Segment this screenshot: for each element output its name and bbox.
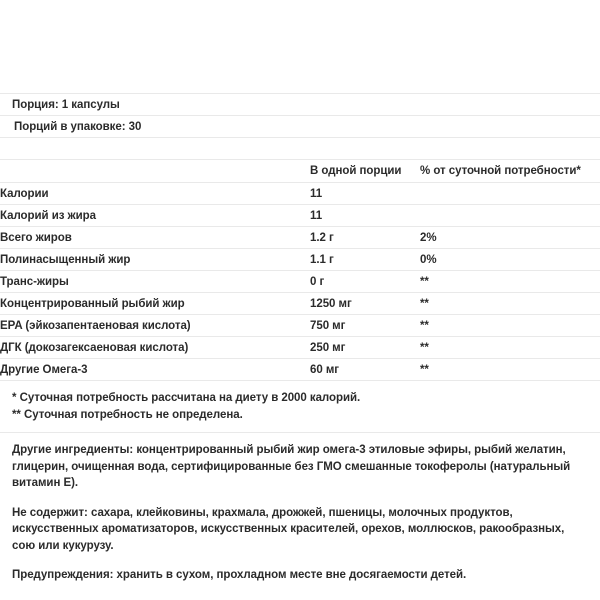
nutrient-dv: ** (420, 359, 600, 381)
nutrient-name: ДГК (докозагексаеновая кислота) (0, 337, 310, 359)
info-paragraphs (0, 432, 600, 584)
nutrient-amount: 0 г (310, 271, 420, 293)
spacer-row (0, 138, 600, 159)
table-row (0, 183, 600, 205)
other-ingredients-text: Другие ингредиенты: концентрированный рыбий жир омега-3 этиловые эфиры, рыбий желатин, глицерин, очищенная вода, сертифицированные без ГМО смешанные токоферолы (натуральный витамин Е). (12, 444, 571, 489)
nutrient-amount: 250 мг (310, 337, 420, 359)
table-header-row (0, 160, 600, 183)
nutrient-dv: ** (420, 315, 600, 337)
nutrition-facts-table (0, 159, 600, 380)
nutrient-name: Калории (0, 183, 310, 205)
nutrient-amount: 1.2 г (310, 227, 420, 249)
footnote-daily-value: * Суточная потребность рассчитана на диету в 2000 калорий. (12, 392, 361, 404)
column-header-amount: В одной порции (310, 160, 420, 183)
nutrient-amount: 750 мг (310, 315, 420, 337)
servings-per-container: Порций в упаковке: 30 (14, 120, 142, 133)
nutrient-name: Калорий из жира (0, 205, 310, 227)
table-row (0, 249, 600, 271)
nutrient-name: Всего жиров (0, 227, 310, 249)
footnotes-block (0, 380, 600, 432)
nutrient-dv: ** (420, 337, 600, 359)
nutrient-dv: ** (420, 293, 600, 315)
table-row (0, 227, 600, 249)
nutrient-amount: 60 мг (310, 359, 420, 381)
table-row (0, 337, 600, 359)
nutrient-dv: ** (420, 271, 600, 293)
column-header-name (0, 160, 310, 183)
nutrient-dv: 0% (420, 249, 600, 271)
serving-size: Порция: 1 капсулы (12, 98, 120, 111)
nutrient-name: Концентрированный рыбий жир (0, 293, 310, 315)
nutrient-name: Транс-жиры (0, 271, 310, 293)
footnote-not-established: ** Суточная потребность не определена. (12, 408, 243, 421)
nutrient-amount: 1.1 г (310, 249, 420, 271)
free-from-text: Не содержит: сахара, клейковины, крахмала, дрожжей, пшеницы, молочных продуктов, искусственных ароматизаторов, искусственных красителей, орехов, моллюсков, ракообразных, сою или кукурузу. (12, 506, 565, 552)
table-row (0, 271, 600, 293)
table-row (0, 293, 600, 315)
nutrient-dv (420, 183, 600, 205)
column-header-dailyvalue: % от суточной потребности* (420, 160, 600, 183)
table-row (0, 359, 600, 381)
table-row (0, 205, 600, 227)
table-row (0, 315, 600, 337)
nutrient-amount: 11 (310, 205, 420, 227)
nutrient-dv: 2% (420, 227, 600, 249)
warnings-text: Предупреждения: хранить в сухом, прохладном месте вне досягаемости детей. (12, 569, 467, 581)
nutrient-dv (420, 205, 600, 227)
nutrient-name: Полинасыщенный жир (0, 249, 310, 271)
nutrient-name: Другие Омега-3 (0, 359, 310, 381)
nutrient-name: EPA (эйкозапентаеновая кислота) (0, 315, 310, 337)
nutrient-amount: 11 (310, 183, 420, 205)
nutrient-amount: 1250 мг (310, 293, 420, 315)
